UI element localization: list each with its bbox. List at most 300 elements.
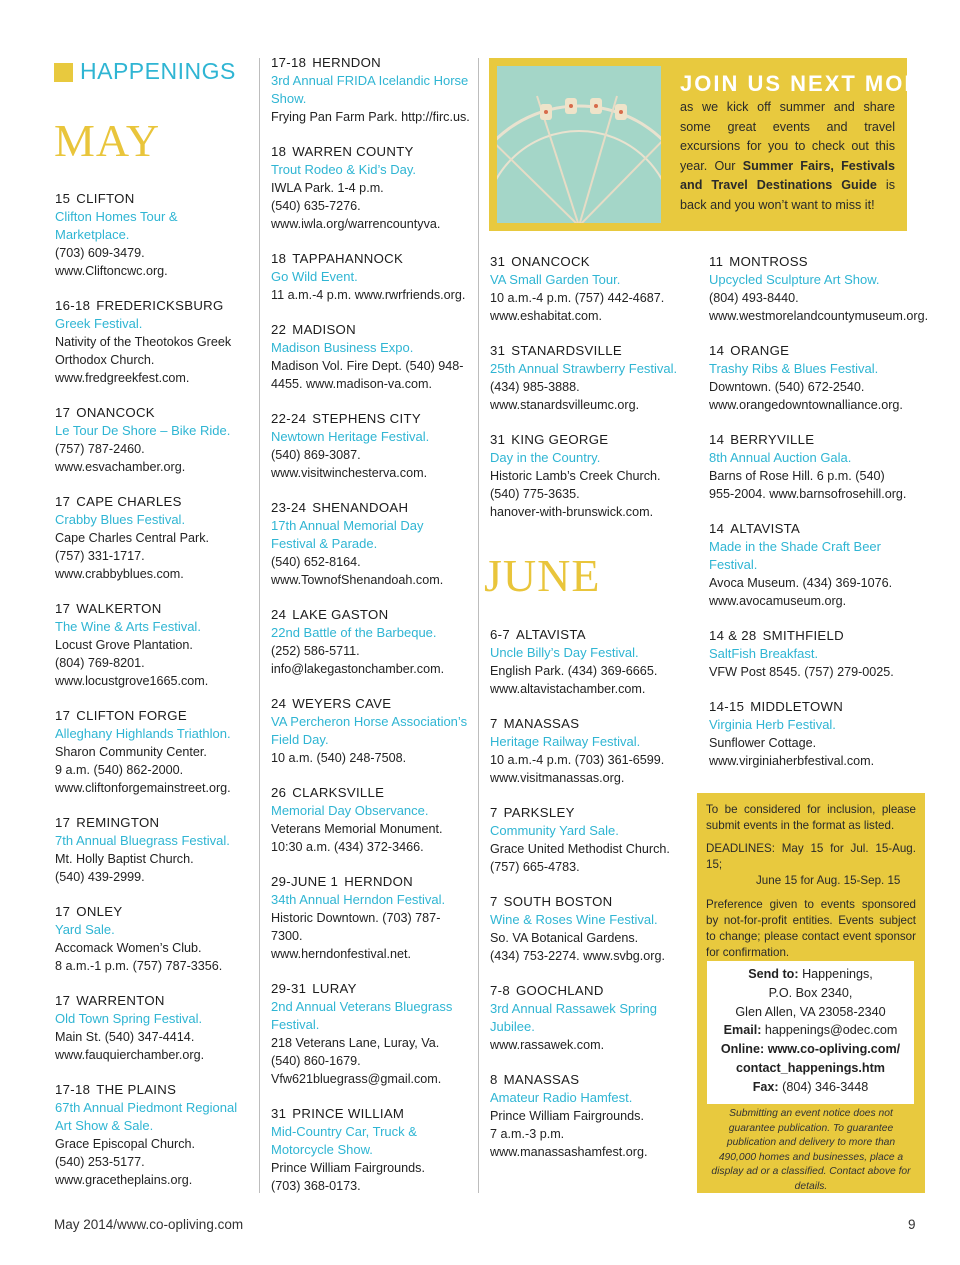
event-detail: English Park. (434) 369-6665. xyxy=(490,664,658,678)
event-title: Clifton Homes Tour & Marketplace. xyxy=(55,209,178,242)
event-listing xyxy=(271,695,471,767)
event-detail: www.stanardsvilleumc.org. xyxy=(490,398,640,412)
disclaimer: Submitting an event notice does not guarantee publication. To guarantee publication and delivery to more than 490,000 homes and businesses, place a display ad or a classified. Contact above for details. xyxy=(711,1108,911,1192)
event-title: 25th Annual Strawberry Festival. xyxy=(490,361,678,376)
online-label: Online: xyxy=(720,1042,765,1057)
event-date: 14 & 28 xyxy=(709,628,757,643)
event-date: 17 xyxy=(55,993,71,1008)
event-date: 31 xyxy=(490,343,506,358)
event-detail: www.esvachamber.org. xyxy=(55,460,186,474)
event-listing xyxy=(55,707,250,797)
event-listing xyxy=(55,992,250,1064)
event-header xyxy=(55,992,250,1010)
event-location: WEYERS CAVE xyxy=(292,696,392,711)
event-detail: 9 a.m. (540) 862-2000. xyxy=(55,763,184,777)
event-listing xyxy=(271,1105,471,1195)
event-detail: (540) 635-7276. xyxy=(271,199,361,213)
event-detail: www.avocamuseum.org. xyxy=(709,594,847,608)
event-detail: Frying Pan Farm Park. http://firc.us. xyxy=(271,110,470,124)
event-date: 17 xyxy=(55,601,71,616)
event-header xyxy=(271,321,471,339)
event-location: BERRYVILLE xyxy=(730,432,815,447)
event-location: MANASSAS xyxy=(503,1072,580,1087)
event-listing xyxy=(490,431,695,521)
event-detail: Madison Vol. Fire Dept. (540) 948- xyxy=(271,359,464,373)
event-header xyxy=(271,250,471,268)
event-date: 14 xyxy=(709,432,725,447)
event-detail: (757) 787-2460. xyxy=(55,442,145,456)
event-detail: hanover-with-brunswick.com. xyxy=(490,505,654,519)
event-date: 22 xyxy=(271,322,287,337)
event-header xyxy=(271,980,471,998)
fax-label: Fax: xyxy=(752,1079,779,1094)
event-listing xyxy=(709,627,919,681)
send-label: Send to: xyxy=(748,967,799,981)
event-header xyxy=(271,606,471,624)
event-header xyxy=(271,410,471,428)
event-location: SMITHFIELD xyxy=(762,628,844,643)
event-header xyxy=(709,253,919,271)
event-date: 7 xyxy=(490,716,498,731)
event-title: Greek Festival. xyxy=(55,316,143,331)
event-header xyxy=(271,499,471,517)
event-listing xyxy=(271,54,471,126)
event-detail: info@lakegastonchamber.com. xyxy=(271,662,445,676)
event-detail: 10 a.m. (540) 248-7508. xyxy=(271,751,407,765)
event-title: Upcycled Sculpture Art Show. xyxy=(709,272,880,287)
event-header xyxy=(55,600,250,618)
event-header xyxy=(490,431,695,449)
event-listing xyxy=(271,321,471,393)
address-line-1: P.O. Box 2340, xyxy=(768,985,853,1000)
event-title: 3rd Annual Rassawek Spring Jubilee. xyxy=(490,1001,657,1034)
event-header xyxy=(271,784,471,802)
event-detail: 10:30 a.m. (434) 372-3466. xyxy=(271,840,424,854)
event-listing xyxy=(709,520,919,610)
event-detail: (757) 665-4783. xyxy=(490,860,580,874)
event-date: 7-8 xyxy=(490,983,510,998)
event-detail: 7 a.m.-3 p.m. xyxy=(490,1127,565,1141)
event-header xyxy=(709,520,919,538)
event-detail: 10 a.m.-4 p.m. (757) 442-4687. xyxy=(490,291,665,305)
event-title: Old Town Spring Festival. xyxy=(55,1011,203,1026)
event-date: 17 xyxy=(55,708,71,723)
column-3-june xyxy=(490,626,695,1178)
event-detail: Grace United Methodist Church. xyxy=(490,842,670,856)
event-detail: www.Cliftoncwc.org. xyxy=(55,264,168,278)
contact-box xyxy=(707,961,914,1104)
event-location: ONANCOCK xyxy=(76,405,155,420)
event-title: Go Wild Event. xyxy=(271,269,358,284)
event-listing xyxy=(55,297,250,387)
event-header xyxy=(709,431,919,449)
event-detail: 218 Veterans Lane, Luray, Va. xyxy=(271,1036,440,1050)
event-date: 17 xyxy=(55,904,71,919)
event-detail: (540) 253-5177. xyxy=(55,1155,145,1169)
event-location: MANASSAS xyxy=(503,716,580,731)
event-detail: Grace Episcopal Church. xyxy=(55,1137,195,1151)
event-detail: www.crabbyblues.com. xyxy=(55,567,184,581)
event-header xyxy=(490,893,695,911)
event-header xyxy=(490,1071,695,1089)
event-header xyxy=(55,404,250,422)
event-date: 31 xyxy=(490,254,506,269)
event-detail: Prince William Fairgrounds. xyxy=(490,1109,644,1123)
event-detail: www.fredgreekfest.com. xyxy=(55,371,190,385)
event-listing xyxy=(55,404,250,476)
event-title: 3rd Annual FRIDA Icelandic Horse Show. xyxy=(271,73,469,106)
event-date: 6-7 xyxy=(490,627,510,642)
event-title: Crabby Blues Festival. xyxy=(55,512,186,527)
event-listing xyxy=(709,342,919,414)
event-title: 8th Annual Auction Gala. xyxy=(709,450,852,465)
event-location: REMINGTON xyxy=(76,815,160,830)
event-date: 29-31 xyxy=(271,981,307,996)
event-title: VA Small Garden Tour. xyxy=(490,272,621,287)
event-detail: Main St. (540) 347-4414. xyxy=(55,1030,195,1044)
address-line-2: Glen Allen, VA 23058-2340 xyxy=(735,1004,886,1019)
event-header xyxy=(271,873,471,891)
event-listing xyxy=(55,903,250,975)
event-detail: (757) 331-1717. xyxy=(55,549,145,563)
event-listing xyxy=(271,410,471,482)
event-detail: www.visitmanassas.org. xyxy=(490,771,625,785)
event-detail: Barns of Rose Hill. 6 p.m. (540) xyxy=(709,469,885,483)
event-date: 17 xyxy=(55,815,71,830)
event-header xyxy=(490,626,695,644)
event-title: Madison Business Expo. xyxy=(271,340,414,355)
event-detail: (540) 860-1679. xyxy=(271,1054,361,1068)
event-listing xyxy=(55,1081,250,1189)
event-location: PRINCE WILLIAM xyxy=(292,1106,405,1121)
event-title: Alleghany Highlands Triathlon. xyxy=(55,726,231,741)
event-date: 14-15 xyxy=(709,699,745,714)
event-title: 7th Annual Bluegrass Festival. xyxy=(55,833,230,848)
event-date: 24 xyxy=(271,607,287,622)
event-location: TAPPAHANNOCK xyxy=(292,251,404,266)
event-detail: Cape Charles Central Park. xyxy=(55,531,209,545)
event-detail: www.rassawek.com. xyxy=(490,1038,605,1052)
event-header xyxy=(271,695,471,713)
promo-text-start: as we kick off summer and share some great events and travel excursions for you to check out this year. Our xyxy=(680,100,895,173)
event-detail: 4455. www.madison-va.com. xyxy=(271,377,432,391)
event-header xyxy=(490,982,695,1000)
event-location: STEPHENS CITY xyxy=(312,411,421,426)
event-detail: Historic Downtown. (703) 787-7300. xyxy=(271,911,441,943)
event-detail: Sharon Community Center. xyxy=(55,745,207,759)
deadline-2: June 15 for Aug. 15-Sep. 15 xyxy=(756,874,901,887)
event-location: HERNDON xyxy=(344,874,413,889)
event-location: SOUTH BOSTON xyxy=(503,894,613,909)
event-location: ALTAVISTA xyxy=(730,521,801,536)
column-1 xyxy=(55,190,250,1206)
event-title: Trout Rodeo & Kid’s Day. xyxy=(271,162,416,177)
email-link[interactable]: happenings@odec.com xyxy=(764,1023,898,1038)
event-location: MIDDLETOWN xyxy=(750,699,844,714)
square-icon xyxy=(54,63,73,82)
promo-text xyxy=(680,98,895,215)
event-location: ONANCOCK xyxy=(511,254,590,269)
event-date: 7 xyxy=(490,805,498,820)
event-title: Amateur Radio Hamfest. xyxy=(490,1090,633,1105)
event-header xyxy=(709,627,919,645)
event-header xyxy=(55,297,250,315)
event-header xyxy=(271,54,471,72)
event-detail: www.orangedowntownalliance.org. xyxy=(709,398,903,412)
fax-number: (804) 346-3448 xyxy=(782,1079,869,1094)
event-date: 7 xyxy=(490,894,498,909)
event-detail: (804) 769-8201. xyxy=(55,656,145,670)
event-location: WALKERTON xyxy=(76,601,162,616)
event-listing xyxy=(271,980,471,1088)
event-title: 34th Annual Herndon Festival. xyxy=(271,892,446,907)
event-detail: www.cliftonforgemainstreet.org. xyxy=(55,781,231,795)
event-detail: Downtown. (540) 672-2540. xyxy=(709,380,865,394)
column-3-may xyxy=(490,253,695,538)
event-detail: IWLA Park. 1-4 p.m. xyxy=(271,181,384,195)
event-date: 29-JUNE 1 xyxy=(271,874,339,889)
event-listing xyxy=(271,873,471,963)
deadlines xyxy=(706,841,916,889)
event-listing xyxy=(271,250,471,304)
event-location: GOOCHLAND xyxy=(515,983,604,998)
event-listing xyxy=(490,982,695,1054)
submission-info xyxy=(706,802,916,961)
event-title: Virginia Herb Festival. xyxy=(709,717,836,732)
event-date: 16-18 xyxy=(55,298,91,313)
event-title: SaltFish Breakfast. xyxy=(709,646,819,661)
event-location: THE PLAINS xyxy=(96,1082,177,1097)
event-location: CLIFTON FORGE xyxy=(76,708,187,723)
event-detail: So. VA Botanical Gardens. xyxy=(490,931,639,945)
event-location: WARREN COUNTY xyxy=(292,144,414,159)
event-listing xyxy=(490,804,695,876)
event-date: 8 xyxy=(490,1072,498,1087)
column-4 xyxy=(709,253,929,787)
event-title: Day in the Country. xyxy=(490,450,601,465)
event-date: 14 xyxy=(709,343,725,358)
event-listing xyxy=(271,784,471,856)
event-location: KING GEORGE xyxy=(511,432,609,447)
event-detail: www.TownofShenandoah.com. xyxy=(271,573,444,587)
event-detail: www.locustgrove1665.com. xyxy=(55,674,209,688)
event-listing xyxy=(55,814,250,886)
event-listing xyxy=(490,342,695,414)
event-detail: (703) 368-0173. xyxy=(271,1179,361,1193)
event-title: Trashy Ribs & Blues Festival. xyxy=(709,361,879,376)
column-divider xyxy=(478,58,479,1193)
event-detail: Prince William Fairgrounds. xyxy=(271,1161,425,1175)
event-location: PARKSLEY xyxy=(503,805,575,820)
submission-intro: To be considered for inclusion, please submit events in the format as listed. xyxy=(706,803,916,832)
event-detail: www.manassashamfest.org. xyxy=(490,1145,648,1159)
event-date: 17 xyxy=(55,494,71,509)
page-number: 9 xyxy=(908,1217,916,1232)
event-header xyxy=(490,253,695,271)
event-title: Newtown Heritage Festival. xyxy=(271,429,430,444)
event-title: 67th Annual Piedmont Regional Art Show & Sale. xyxy=(55,1100,238,1133)
promo-text-end: is back and you won’t want to miss it! xyxy=(680,178,896,212)
event-detail: (434) 753-2274. www.svbg.org. xyxy=(490,949,666,963)
event-title: Community Yard Sale. xyxy=(490,823,619,838)
event-detail: (804) 493-8440. xyxy=(709,291,799,305)
event-date: 15 xyxy=(55,191,71,206)
event-listing xyxy=(55,190,250,280)
event-listing xyxy=(490,626,695,698)
event-location: LURAY xyxy=(312,981,357,996)
event-date: 17-18 xyxy=(271,55,307,70)
event-date: 24 xyxy=(271,696,287,711)
preference-note: Preference given to events sponsored by not-for-profit entities. Events subject to change; please contact event sponsor for confirmation. xyxy=(706,898,916,959)
event-detail: www.virginiaherbfestival.com. xyxy=(709,754,875,768)
event-location: WARRENTON xyxy=(76,993,165,1008)
event-detail: (540) 775-3635. xyxy=(490,487,580,501)
event-header xyxy=(490,342,695,360)
event-detail: www.altavistachamber.com. xyxy=(490,682,646,696)
event-location: SHENANDOAH xyxy=(312,500,409,515)
event-listing xyxy=(490,715,695,787)
event-date: 14 xyxy=(709,521,725,536)
event-header xyxy=(55,903,250,921)
send-value: Happenings, xyxy=(802,967,873,981)
event-detail: www.fauquierchamber.org. xyxy=(55,1048,205,1062)
event-detail: www.eshabitat.com. xyxy=(490,309,602,323)
event-header xyxy=(271,1105,471,1123)
event-date: 23-24 xyxy=(271,500,307,515)
may-heading: MAY xyxy=(54,115,161,166)
event-title: Mid-Country Car, Truck & Motorcycle Show. xyxy=(271,1124,417,1157)
event-title: Made in the Shade Craft Beer Festival. xyxy=(709,539,881,572)
event-title: 2nd Annual Veterans Bluegrass Festival. xyxy=(271,999,453,1032)
event-listing xyxy=(709,253,929,325)
event-detail: 11 a.m.-4 p.m. www.rwrfriends.org. xyxy=(271,288,466,302)
event-header xyxy=(271,143,471,161)
event-date: 31 xyxy=(490,432,506,447)
event-location: HERNDON xyxy=(312,55,382,70)
event-title: Wine & Roses Wine Festival. xyxy=(490,912,658,927)
event-listing xyxy=(490,253,695,325)
event-date: 26 xyxy=(271,785,287,800)
event-header xyxy=(55,190,250,208)
event-title: Yard Sale. xyxy=(55,922,115,937)
event-listing xyxy=(709,698,919,770)
promo-guide-name: Summer Fairs, Festivals and Travel Destinations Guide xyxy=(680,158,895,192)
event-listing xyxy=(271,143,471,233)
event-header xyxy=(55,707,250,725)
event-location: MONTROSS xyxy=(729,254,808,269)
event-detail: www.visitwinchesterva.com. xyxy=(271,466,428,480)
deadline-1: May 15 for Jul. 15-Aug. 15; xyxy=(706,842,916,871)
event-detail: VFW Post 8545. (757) 279-0025. xyxy=(709,665,894,679)
event-detail: Veterans Memorial Monument. xyxy=(271,822,443,836)
june-heading: JUNE xyxy=(484,550,601,601)
event-detail: Sunflower Cottage. xyxy=(709,736,817,750)
event-detail: www.gracetheplains.org. xyxy=(55,1173,193,1187)
event-header xyxy=(55,493,250,511)
event-location: ONLEY xyxy=(76,904,123,919)
event-detail: Vfw621bluegrass@gmail.com. xyxy=(271,1072,442,1086)
event-detail: (703) 609-3479. xyxy=(55,246,145,260)
event-title: 17th Annual Memorial Day Festival & Parade. xyxy=(271,518,424,551)
event-detail: www.iwla.org/warrencountyva. xyxy=(271,217,441,231)
ferris-wheel-photo xyxy=(497,66,661,223)
event-listing xyxy=(55,493,250,583)
event-location: FREDERICKSBURG xyxy=(96,298,224,313)
event-header xyxy=(709,342,919,360)
event-date: 11 xyxy=(709,254,724,269)
online-link-2[interactable]: contact_happenings.htm xyxy=(735,1060,886,1075)
event-location: CLIFTON xyxy=(76,191,135,206)
event-detail: Accomack Women’s Club. xyxy=(55,941,202,955)
event-detail: Locust Grove Plantation. xyxy=(55,638,193,652)
event-detail: Historic Lamb’s Creek Church. xyxy=(490,469,661,483)
event-title: The Wine & Arts Festival. xyxy=(55,619,201,634)
event-title: VA Percheron Horse Association’s Field Day. xyxy=(271,714,468,747)
event-date: 22-24 xyxy=(271,411,307,426)
event-listing xyxy=(490,1071,695,1161)
event-listing xyxy=(55,600,250,690)
event-location: ORANGE xyxy=(730,343,790,358)
event-detail: 10 a.m.-4 p.m. (703) 361-6599. xyxy=(490,753,665,767)
event-header xyxy=(490,804,695,822)
column-divider xyxy=(259,58,260,1193)
event-detail: 8 a.m.-1 p.m. (757) 787-3356. xyxy=(55,959,223,973)
event-location: CLARKSVILLE xyxy=(292,785,385,800)
event-header xyxy=(55,814,250,832)
event-listing xyxy=(490,893,695,965)
event-title: Memorial Day Observance. xyxy=(271,803,429,818)
event-header xyxy=(490,715,695,733)
event-detail: (540) 869-3087. xyxy=(271,448,361,462)
online-link-1[interactable]: www.co-opliving.com/ xyxy=(767,1042,901,1057)
deadlines-label: DEADLINES: xyxy=(706,842,775,855)
event-detail: (540) 652-8164. xyxy=(271,555,361,569)
footer-issue: May 2014/www.co-opliving.com xyxy=(54,1217,244,1232)
event-location: LAKE GASTON xyxy=(292,607,389,622)
event-header xyxy=(55,1081,250,1099)
event-date: 17 xyxy=(55,405,71,420)
event-detail: (252) 586-5711. xyxy=(271,644,360,658)
event-title: Le Tour De Shore – Bike Ride. xyxy=(55,423,231,438)
promo-heading: JOIN US NEXT MONTH xyxy=(680,71,956,96)
event-title: Uncle Billy’s Day Festival. xyxy=(490,645,639,660)
event-detail: Mt. Holly Baptist Church. xyxy=(55,852,194,866)
event-location: STANARDSVILLE xyxy=(511,343,622,358)
event-detail: www.westmorelandcountymuseum.org. xyxy=(709,309,929,323)
section-title: HAPPENINGS xyxy=(80,58,236,84)
event-detail: Nativity of the Theotokos Greek xyxy=(55,335,232,349)
event-listing xyxy=(709,431,919,503)
event-detail: www.herndonfestival.net. xyxy=(271,947,412,961)
event-date: 18 xyxy=(271,144,287,159)
event-date: 31 xyxy=(271,1106,287,1121)
event-date: 17-18 xyxy=(55,1082,91,1097)
event-title: 22nd Battle of the Barbeque. xyxy=(271,625,437,640)
event-date: 18 xyxy=(271,251,287,266)
event-detail: Avoca Museum. (434) 369-1076. xyxy=(709,576,893,590)
event-listing xyxy=(271,499,471,589)
event-detail: Orthodox Church. xyxy=(55,353,155,367)
submission-box xyxy=(697,793,925,1193)
promo-box xyxy=(489,58,956,231)
event-listing xyxy=(271,606,471,678)
ferris-wheel-icon xyxy=(497,66,661,223)
event-title: Heritage Railway Festival. xyxy=(490,734,641,749)
event-location: MADISON xyxy=(292,322,356,337)
event-location: CAPE CHARLES xyxy=(76,494,182,509)
event-location: ALTAVISTA xyxy=(515,627,586,642)
column-2 xyxy=(271,54,471,1212)
